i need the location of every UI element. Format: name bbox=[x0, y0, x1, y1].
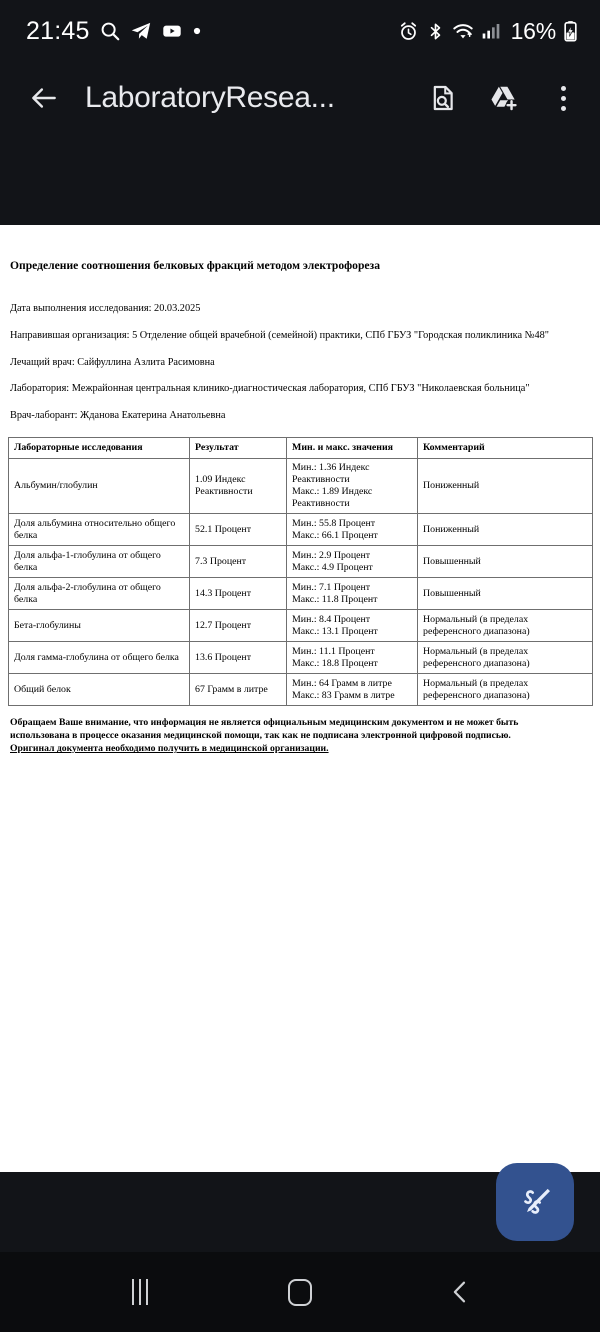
app-bar-actions bbox=[424, 79, 582, 117]
cell-range-max: Макс.: 1.89 Индекс Реактивности bbox=[292, 486, 373, 510]
cell-test-name: Доля альбумина относительно общего белка bbox=[9, 514, 190, 546]
table-row bbox=[9, 578, 593, 610]
cell-result: 52.1 Процент bbox=[190, 514, 287, 546]
table-row bbox=[9, 459, 593, 514]
cell-range-max: Макс.: 11.8 Процент bbox=[292, 593, 378, 605]
cell-range bbox=[287, 459, 418, 514]
disclaimer-block bbox=[10, 717, 590, 756]
cell-comment: Повышенный bbox=[418, 546, 593, 578]
youtube-icon bbox=[161, 20, 183, 42]
cell-comment: Нормальный (в пределах референсного диапазона) bbox=[418, 642, 593, 674]
overflow-dot-2 bbox=[561, 96, 566, 101]
cell-range bbox=[287, 642, 418, 674]
wifi-icon bbox=[452, 21, 474, 42]
cell-result: 12.7 Процент bbox=[190, 610, 287, 642]
disclaimer-line-3: Оригинал документа необходимо получить в медицинской организации. bbox=[10, 743, 329, 755]
bluetooth-icon bbox=[426, 21, 445, 42]
cell-range bbox=[287, 610, 418, 642]
col-header-comment: Комментарий bbox=[418, 438, 593, 459]
cell-result: 7.3 Процент bbox=[190, 546, 287, 578]
document-search-icon bbox=[429, 84, 457, 112]
cellular-signal-icon bbox=[481, 21, 501, 41]
cell-test-name: Доля альфа-1-глобулина от общего белка bbox=[9, 546, 190, 578]
cell-test-name: Альбумин/глобулин bbox=[9, 459, 190, 514]
table-row bbox=[9, 546, 593, 578]
document-viewer[interactable] bbox=[0, 134, 600, 1172]
cell-range-max: Макс.: 4.9 Процент bbox=[292, 561, 373, 573]
meta-referring-org: Направившая организация: 5 Отделение общей врачебной (семейной) практики, СПб ГБУЗ "Городская поликлиника №48" bbox=[10, 329, 549, 341]
meta-attending-physician: Лечащий врач: Сайфуллина Азлита Расимовна bbox=[10, 356, 215, 368]
cell-result: 13.6 Процент bbox=[190, 642, 287, 674]
cell-range-max: Макс.: 18.8 Процент bbox=[292, 657, 378, 669]
lab-results-table bbox=[8, 437, 593, 706]
table-row bbox=[9, 642, 593, 674]
overflow-menu-button[interactable] bbox=[544, 79, 582, 117]
col-header-range: Мин. и макс. значения bbox=[287, 438, 418, 459]
col-header-result: Результат bbox=[190, 438, 287, 459]
cell-comment: Пониженный bbox=[418, 459, 593, 514]
android-navigation-bar bbox=[0, 1252, 600, 1332]
add-to-drive-icon bbox=[488, 84, 518, 112]
cell-range-min: Мин.: 55.8 Процент bbox=[292, 517, 376, 529]
alarm-icon bbox=[398, 21, 419, 42]
home-icon bbox=[288, 1279, 312, 1306]
cell-range-min: Мин.: 64 Грамм в литре bbox=[292, 677, 392, 689]
cell-range bbox=[287, 674, 418, 706]
document-page bbox=[0, 225, 600, 1172]
cell-range-max: Макс.: 83 Грамм в литре bbox=[292, 689, 395, 701]
cell-range-max: Макс.: 13.1 Процент bbox=[292, 625, 378, 637]
meta-exam-date: Дата выполнения исследования: 20.03.2025 bbox=[10, 302, 201, 314]
disclaimer-line-2: использована в процессе оказания медицинской помощи, так как не подписана электронной цифровой подписью. bbox=[10, 730, 511, 742]
signature-edit-icon bbox=[515, 1182, 555, 1222]
cell-range bbox=[287, 514, 418, 546]
chevron-left-icon bbox=[446, 1278, 474, 1306]
nav-back-button[interactable] bbox=[429, 1261, 491, 1323]
battery-percent-label: 16% bbox=[510, 17, 556, 44]
arrow-left-icon bbox=[28, 82, 60, 114]
cell-result: 1.09 Индекс Реактивности bbox=[190, 459, 287, 514]
back-arrow-button[interactable] bbox=[24, 78, 64, 118]
cell-range bbox=[287, 546, 418, 578]
cell-test-name: Общий белок bbox=[9, 674, 190, 706]
cell-comment: Нормальный (в пределах референсного диапазона) bbox=[418, 610, 593, 642]
overflow-dot-3 bbox=[561, 106, 566, 111]
meta-lab-technician: Врач-лаборант: Жданова Екатерина Анатольевна bbox=[10, 410, 226, 422]
document-meta-block bbox=[8, 303, 592, 422]
cell-test-name: Бета-глобулины bbox=[9, 610, 190, 642]
meta-laboratory: Лаборатория: Межрайонная центральная клинико-диагностическая лаборатория, СПб ГБУЗ "Николаевская больница" bbox=[10, 383, 530, 395]
status-bar-right bbox=[398, 18, 578, 45]
document-search-button[interactable] bbox=[424, 79, 462, 117]
status-bar bbox=[0, 0, 600, 62]
status-clock: 21:45 bbox=[26, 16, 90, 45]
add-to-drive-button[interactable] bbox=[484, 79, 522, 117]
table-row bbox=[9, 610, 593, 642]
cell-range-min: Мин.: 1.36 Индекс Реактивности bbox=[292, 462, 370, 486]
table-row bbox=[9, 514, 593, 546]
dot-indicator-icon bbox=[192, 26, 202, 36]
cell-result: 67 Грамм в литре bbox=[190, 674, 287, 706]
home-button[interactable] bbox=[269, 1261, 331, 1323]
cell-comment: Нормальный (в пределах референсного диапазона) bbox=[418, 674, 593, 706]
cell-test-name: Доля гамма-глобулина от общего белка bbox=[9, 642, 190, 674]
cell-range-min: Мин.: 2.9 Процент bbox=[292, 549, 371, 561]
search-icon bbox=[99, 20, 121, 42]
app-title: LaboratoryResea... bbox=[85, 81, 335, 114]
cell-comment: Повышенный bbox=[418, 578, 593, 610]
disclaimer-line-1: Обращаем Ваше внимание, что информация не является официальным медицинским документом и не может быть bbox=[10, 717, 519, 729]
document-title: Определение соотношения белковых фракций методом электрофореза bbox=[10, 259, 381, 272]
battery-charging-icon bbox=[563, 20, 578, 42]
status-bar-left bbox=[26, 17, 202, 46]
cell-result: 14.3 Процент bbox=[190, 578, 287, 610]
table-row bbox=[9, 674, 593, 706]
col-header-test: Лабораторные исследования bbox=[9, 438, 190, 459]
telegram-icon bbox=[130, 20, 152, 42]
table-header-row bbox=[9, 438, 593, 459]
signature-fab-button[interactable] bbox=[496, 1163, 574, 1241]
overflow-dot-1 bbox=[561, 86, 566, 91]
cell-range bbox=[287, 578, 418, 610]
cell-range-min: Мин.: 8.4 Процент bbox=[292, 613, 371, 625]
cell-range-min: Мин.: 11.1 Процент bbox=[292, 645, 375, 657]
app-bar bbox=[0, 62, 600, 134]
recents-icon bbox=[132, 1279, 148, 1305]
recents-button[interactable] bbox=[109, 1261, 171, 1323]
cell-range-max: Макс.: 66.1 Процент bbox=[292, 529, 378, 541]
cell-range-min: Мин.: 7.1 Процент bbox=[292, 581, 371, 593]
cell-test-name: Доля альфа-2-глобулина от общего белка bbox=[9, 578, 190, 610]
cell-comment: Пониженный bbox=[418, 514, 593, 546]
